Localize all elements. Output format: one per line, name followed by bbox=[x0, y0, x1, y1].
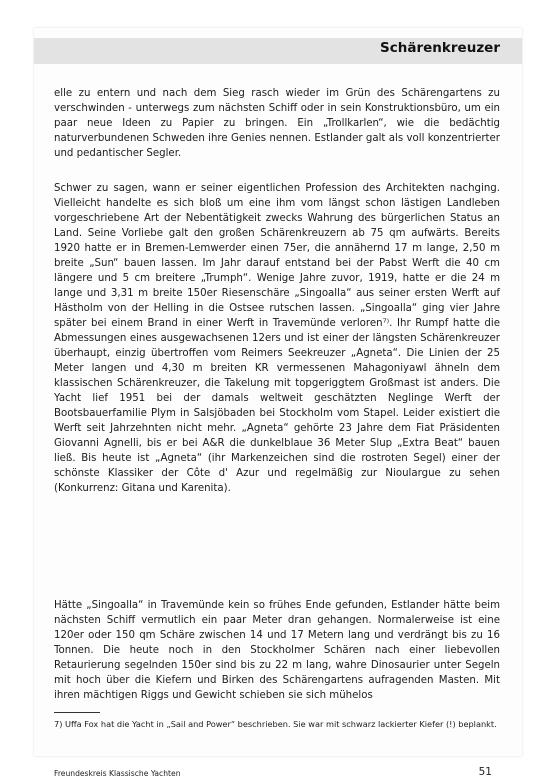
footnote-separator bbox=[54, 712, 100, 713]
paragraph-2: Schwer zu sagen, wann er seiner eigentlichen Profession des Architekten nachging. Vielleicht handelte es sich bloß um eine ihm vom längst schon lästigen Landleben vorgeschriebene Art der Nebentätigkeit zwecks Wahrung des bürgerlichen Status an Land. Seine Vorliebe galt den großen Schärenkreuzern ab 75 qm aufwärts. Bereits 1920 hatte er in Bremen-Lemwerder einen 75er, die annähernd 17 m lange, 2,50 m breite „Sun“ bauen lassen. Im Jahr darauf entstand bei der Pabst Werft die 40 cm längere und 5 cm breitere „Trumph“. Wenige Jahre zuvor, 1919, hatte er die 24 m lange und 3,31 m breite 150er Riesenschäre „Singoalla“ aus seiner ersten Werft auf Hästholm von der Helling in die Ostsee rutschen lassen. „Singoalla“ ging vier Jahre später bei einem Brand in einer Werft in Travemünde verloren⁷⁾. Ihr Rumpf hatte die Abmessungen eines ausgewachsenen 12ers und ist einer der längsten Schärenkreuzer überhaupt, einzig übertroffen vom Reimers Seekreuzer „Agneta“. Die Linien der 25 Meter langen und 4,30 m breiten KR vermessenen Mahagoniyawl ähneln dem klassischen Schärenkreuzer, die Takelung mit topgeriggtem Großmast ist anders. Die Yacht lief 1951 bei der damals weltweit geschätzten Neglinge Werft der Bootsbauerfamilie Plym in Salsjöbaden bei Stockholm vom Stapel. Leider existiert die Werft seit Jahrzehnten nicht mehr. „Agneta“ gehörte 23 Jahre dem Fiat Präsidenten Giovanni Agnelli, bis er bei A&R die dunkelblaue 36 Meter Slup „Extra Beat“ bauen ließ. Bis heute ist „Agneta“ (ihr Markenzeichen sind die rostroten Segel) einer der schönste Klassiker der Côte d' Azur und regelmäßig zur Nioulargue zu sehen (Konkurrenz: Gitana und Karenita). bbox=[54, 183, 500, 494]
running-header-title: Schärenkreuzer bbox=[380, 40, 500, 56]
book-page bbox=[34, 28, 522, 778]
page-number: 51 bbox=[478, 766, 492, 778]
footnote: 7) Uffa Fox hat die Yacht in „Sail and Power“ beschrieben. Sie war mit schwarz lackierter Kiefer (!) beplankt. bbox=[54, 719, 497, 729]
paragraph-1: elle zu entern und nach dem Sieg rasch wieder im Grün des Schärengartens zu verschwinden - unterwegs zum nächsten Schiff oder in sein Konstruktionsbüro, um ein paar neue Ideen zu Papier zu bringen. Ein „Trollkarlen“, wie die bedächtig naturverbundenen Schweden ihre Genies nennen. Estlander galt als voll konzentrierter und pedantischer Segler. bbox=[54, 88, 500, 159]
footer-publisher: Freundeskreis Klassische Yachten bbox=[54, 769, 181, 778]
paragraph-3: Hätte „Singoalla“ in Travemünde kein so frühes Ende gefunden, Estlander hätte beim nächsten Schiff vermutlich ein paar Meter dran gehangen. Normalerweise ist eine 120er oder 150 qm Schäre zwischen 14 und 17 Metern lang und verdrängt bis zu 16 Tonnen. Die heute noch in den Stockholmer Schären nach einer liebevollen Retaurierung segelnden 150er sind bis zu 22 m lang, wahre Dinosaurier unter Segeln mit hoch über die Kiefern und Birken des Schärengartens aufragenden Masten. Mit ihren mächtigen Riggs und Gewicht schieben sie sich mühelos bbox=[54, 600, 500, 701]
